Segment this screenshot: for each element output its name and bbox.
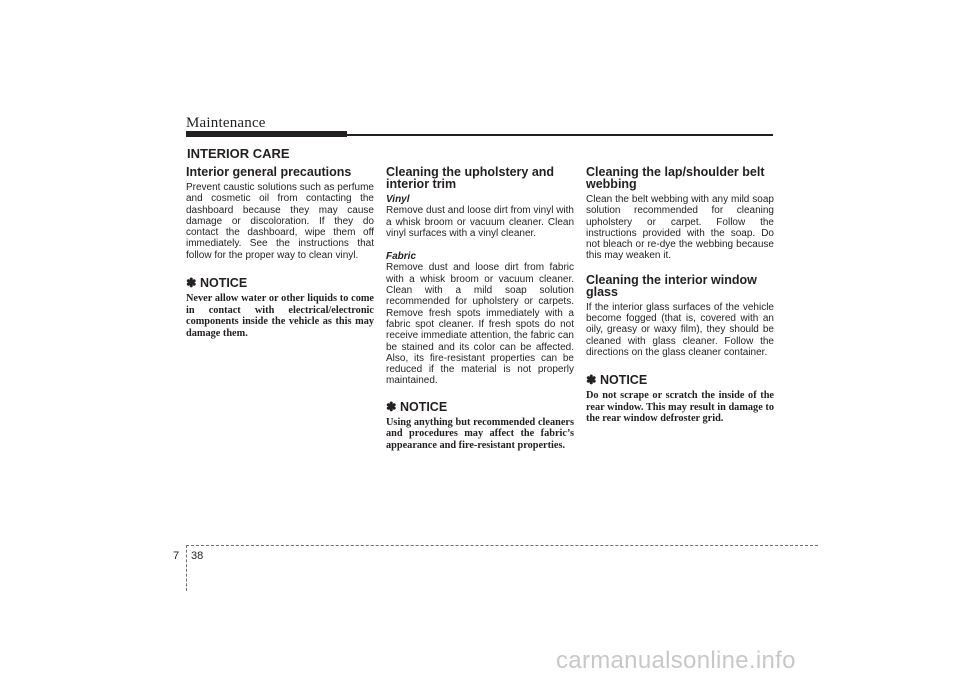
notice-body: Never allow water or other liquids to come in contact with electrical/electronic components inside the vehicle as this may damage them. — [186, 293, 374, 339]
notice-title: ✽ NOTICE — [586, 373, 648, 388]
paragraph-window-glass: If the interior glass surfaces of the vehicle become fogged (that is, covered with an oily, greasy or waxy film), they should be cleaned with glass cleaner. Follow the directions on the glass cleaner container. — [586, 301, 774, 358]
notice-body: Using anything but recommended cleaners and procedures may affect the fabric’s appearance and fire-resistant properties. — [386, 416, 574, 451]
footer-divider — [186, 545, 187, 591]
heading-interior-precautions: Interior general precautions — [186, 165, 352, 179]
page-number: 38 — [191, 550, 204, 562]
chapter-number: 7 — [173, 550, 180, 562]
paragraph-vinyl: Remove dust and loose dirt from vinyl with a whisk broom or vacuum cleaner. Clean vinyl surfaces with a vinyl cleaner. — [386, 205, 574, 239]
paragraph-interior-precautions: Prevent caustic solutions such as perfume and cosmetic oil from contacting the dashboard because they may cause damage or discoloration. If they do contact the dashboard, wipe them off immediately. See the instructions that follow for the proper way to clean vinyl. — [186, 182, 374, 261]
subheading-vinyl: Vinyl — [386, 194, 410, 205]
section-header-title: Maintenance — [186, 115, 266, 131]
paragraph-belt-webbing: Clean the belt webbing with any mild soap solution recommended for cleaning upholstery or carpet. Follow the instructions provided with the soap. Do not bleach or re-dye the webbing because this may weaken it. — [586, 194, 774, 262]
column-3 — [586, 166, 774, 425]
notice-title: ✽ NOTICE — [186, 276, 248, 291]
header-bar-thick — [186, 131, 347, 137]
notice-body: Do not scrape or scratch the inside of the rear window. This may result in damage to the rear window defroster grid. — [586, 390, 774, 425]
footer-rule — [186, 545, 818, 546]
heading-upholstery: Cleaning the upholstery and interior trim — [386, 165, 555, 191]
heading-belt-webbing: Cleaning the lap/shoulder belt webbing — [586, 165, 765, 191]
heading-window-glass: Cleaning the interior window glass — [586, 272, 757, 299]
notice-title: ✽ NOTICE — [386, 399, 448, 414]
page-title: INTERIOR CARE — [187, 146, 290, 161]
paragraph-fabric: Remove dust and loose dirt from fabric with a whisk broom or vacuum cleaner. Clean with a mild soap solution recommended for upholstery or carpets. Remove fresh spots immediately with a fabric spot cleaner. If fresh spots do not receive immediate attention, the fabric can be stained and its color can be affected. Also, its fire-resistant properties can be reduced if the material is not properly maintained. — [386, 262, 574, 387]
header-rule — [347, 134, 773, 136]
watermark: carmanualsonline.info — [556, 647, 796, 674]
column-1 — [186, 166, 374, 339]
subheading-fabric: Fabric — [386, 251, 417, 263]
column-2 — [386, 166, 574, 451]
